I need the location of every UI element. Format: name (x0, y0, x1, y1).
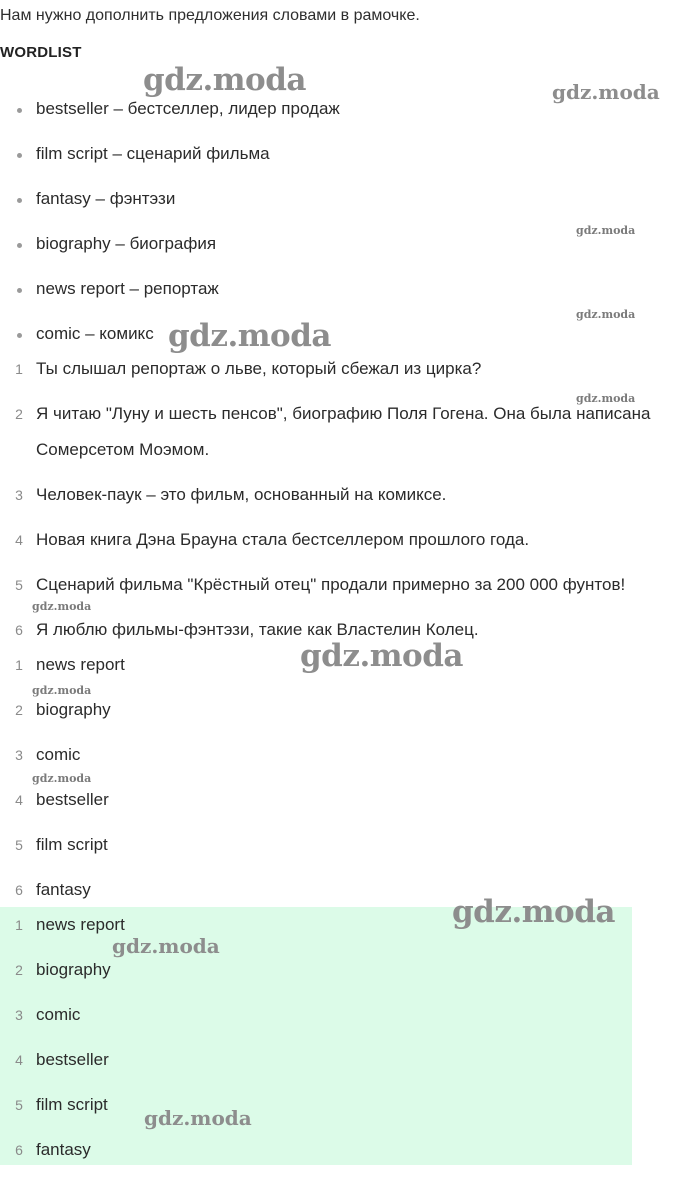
watermark: gdz.moda (576, 308, 636, 321)
sentence-text: Сценарий фильма "Крёстный отец" продали примерно за 200 000 фунтов! (36, 575, 626, 594)
wordlist-heading: WORDLIST (0, 44, 82, 61)
list-item (0, 98, 680, 143)
watermark: gdz.moda (112, 934, 220, 958)
watermark: gdz.moda (143, 62, 306, 98)
list-item (0, 789, 680, 834)
bullet-icon (17, 198, 22, 203)
list-item (0, 529, 680, 574)
watermark: gdz.moda (32, 684, 92, 697)
watermark: gdz.moda (452, 894, 615, 930)
item-number: 3 (15, 747, 23, 763)
list-item (0, 574, 680, 619)
answer-text: bestseller (36, 1050, 109, 1069)
list-item (0, 654, 680, 699)
bullet-icon (17, 333, 22, 338)
list-item (0, 403, 680, 484)
answer-text: fantasy (36, 880, 91, 899)
wordlist-entry: fantasy – фэнтэзи (36, 189, 176, 208)
sentence-text: Ты слышал репортаж о льве, который сбежал из цирка? (36, 359, 482, 378)
answer-text: biography (36, 700, 111, 719)
answer-text: comic (36, 745, 81, 764)
sentence-text: Я люблю фильмы-фэнтэзи, такие как Властелин Колец. (36, 620, 479, 639)
list-item (0, 1094, 680, 1139)
wordlist-entry: news report – репортаж (36, 279, 219, 298)
item-number: 1 (15, 361, 23, 377)
answer-text: film script (36, 1095, 108, 1114)
sentence-text: Человек-паук – это фильм, основанный на комиксе. (36, 485, 447, 504)
watermark: gdz.moda (168, 318, 331, 354)
item-number: 1 (15, 917, 23, 933)
watermark: gdz.moda (576, 224, 636, 237)
wordlist-entry: biography – биография (36, 234, 217, 253)
watermark: gdz.moda (576, 392, 636, 405)
list-item (0, 233, 680, 278)
item-number: 4 (15, 532, 23, 548)
answer-text: news report (36, 915, 125, 934)
bullet-icon (17, 108, 22, 113)
answer-text: film script (36, 835, 108, 854)
item-number: 5 (15, 1097, 23, 1113)
list-item (0, 834, 680, 879)
item-number: 5 (15, 837, 23, 853)
list-item (0, 143, 680, 188)
watermark: gdz.moda (32, 772, 92, 785)
item-number: 4 (15, 1052, 23, 1068)
sentence-text: Новая книга Дэна Брауна стала бестселлером прошлого года. (36, 530, 530, 549)
item-number: 6 (15, 1142, 23, 1158)
list-item (0, 744, 680, 789)
bullet-icon (17, 153, 22, 158)
wordlist-entry: bestseller – бестселлер, лидер продаж (36, 99, 340, 118)
answer-list (0, 654, 680, 924)
watermark: gdz.moda (552, 80, 660, 104)
item-number: 3 (15, 1007, 23, 1023)
intro-text: Нам нужно дополнить предложения словами в рамочке. (0, 7, 420, 24)
answer-text: fantasy (36, 1140, 91, 1159)
list-item (0, 699, 680, 744)
bullet-icon (17, 243, 22, 248)
item-number: 2 (15, 962, 23, 978)
list-item (0, 914, 680, 959)
watermark: gdz.moda (144, 1106, 252, 1130)
item-number: 1 (15, 657, 23, 673)
sentence-list (0, 358, 680, 664)
bullet-icon (17, 288, 22, 293)
list-item (0, 278, 680, 323)
item-number: 2 (15, 406, 23, 422)
item-number: 2 (15, 702, 23, 718)
wordlist-entry: film script – сценарий фильма (36, 144, 270, 163)
list-item (0, 1004, 680, 1049)
list-item (0, 1139, 680, 1184)
item-number: 6 (15, 622, 23, 638)
watermark: gdz.moda (32, 600, 92, 613)
item-number: 5 (15, 577, 23, 593)
item-number: 4 (15, 792, 23, 808)
answer-text: comic (36, 1005, 81, 1024)
watermark: gdz.moda (300, 638, 463, 674)
answer-text: bestseller (36, 790, 109, 809)
list-item (0, 959, 680, 1004)
list-item (0, 484, 680, 529)
answer-text: news report (36, 655, 125, 674)
item-number: 3 (15, 487, 23, 503)
list-item (0, 1049, 680, 1094)
wordlist-entry: comic – комикс (36, 324, 154, 343)
answer-text: biography (36, 960, 111, 979)
sentence-text: Я читаю "Луну и шесть пенсов", биографию Поля Гогена. Она была написана Сомерсетом Моэмом. (36, 404, 651, 459)
wordlist (0, 98, 680, 368)
highlighted-answer-list (0, 914, 680, 1184)
list-item (0, 188, 680, 233)
item-number: 6 (15, 882, 23, 898)
